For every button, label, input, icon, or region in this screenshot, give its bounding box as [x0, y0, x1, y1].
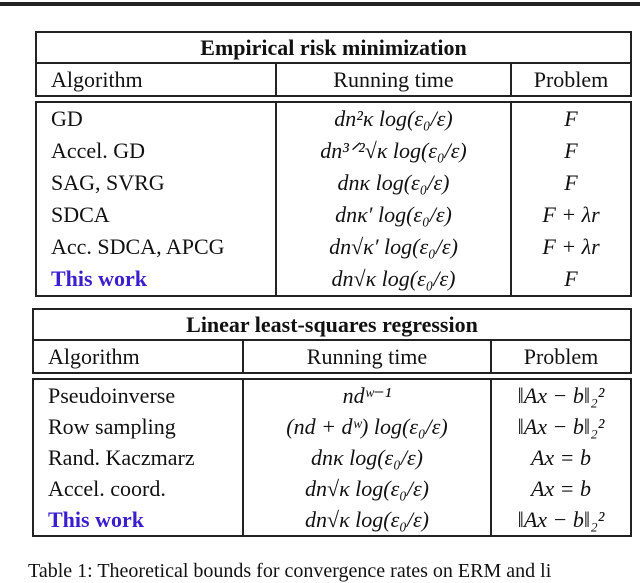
problem-cell: F: [511, 135, 631, 167]
running-time-cell: dn√κ log(ε₀/ε): [276, 263, 511, 296]
running-time-cell: (nd + dʷ) log(ε₀/ε): [243, 411, 491, 442]
running-time-cell: ndʷ⁻¹: [243, 379, 491, 411]
problem-cell: ‖Ax − b‖₂²: [491, 504, 631, 536]
table-caption: Table 1: Theoretical bounds for convergence rates on ERM and li: [28, 560, 552, 582]
running-time-cell: dn√κ log(ε₀/ε): [243, 504, 491, 536]
header-algorithm: Algorithm: [33, 340, 243, 373]
running-time-cell: dnκ′ log(ε₀/ε): [276, 199, 511, 231]
table-title: Empirical risk minimization: [36, 32, 631, 63]
algorithm-cell: SAG, SVRG: [36, 167, 276, 199]
problem-cell: ‖Ax − b‖₂²: [491, 411, 631, 442]
table-row: [33, 473, 631, 504]
algorithm-cell: This work: [36, 263, 276, 296]
algorithm-cell: Accel. GD: [36, 135, 276, 167]
running-time-cell: dn√κ log(ε₀/ε): [243, 473, 491, 504]
algorithm-cell: GD: [36, 102, 276, 135]
header-running-time: Running time: [276, 63, 511, 96]
algorithm-cell: Acc. SDCA, APCG: [36, 231, 276, 263]
table-row: [36, 231, 631, 263]
problem-cell: F: [511, 102, 631, 135]
running-time-cell: dnκ log(ε₀/ε): [276, 167, 511, 199]
running-time-cell: dn²κ log(ε₀/ε): [276, 102, 511, 135]
top-rule: [0, 2, 640, 6]
table-row: [33, 411, 631, 442]
header-algorithm: Algorithm: [36, 63, 276, 96]
algorithm-cell: Pseudoinverse: [33, 379, 243, 411]
problem-cell: Ax = b: [491, 442, 631, 473]
algorithm-cell: Rand. Kaczmarz: [33, 442, 243, 473]
table-row: [33, 379, 631, 411]
algorithm-cell: Row sampling: [33, 411, 243, 442]
algorithm-cell: This work: [33, 504, 243, 536]
table-title: Linear least-squares regression: [33, 309, 631, 340]
problem-cell: F + λr: [511, 199, 631, 231]
problem-cell: F: [511, 167, 631, 199]
header-problem: Problem: [511, 63, 631, 96]
erm-table: [35, 31, 632, 297]
header-problem: Problem: [491, 340, 631, 373]
header-running-time: Running time: [243, 340, 491, 373]
table-row: [36, 167, 631, 199]
running-time-cell: dn³ᐟ²√κ log(ε₀/ε): [276, 135, 511, 167]
problem-cell: Ax = b: [491, 473, 631, 504]
problem-cell: F + λr: [511, 231, 631, 263]
problem-cell: ‖Ax − b‖₂²: [491, 379, 631, 411]
table-row: [36, 102, 631, 135]
problem-cell: F: [511, 263, 631, 296]
running-time-cell: dn√κ′ log(ε₀/ε): [276, 231, 511, 263]
least-squares-table: [32, 308, 632, 537]
table-row: [33, 442, 631, 473]
table-row: [36, 135, 631, 167]
running-time-cell: dnκ log(ε₀/ε): [243, 442, 491, 473]
table-row: [36, 199, 631, 231]
algorithm-cell: Accel. coord.: [33, 473, 243, 504]
table-row: [36, 263, 631, 296]
algorithm-cell: SDCA: [36, 199, 276, 231]
table-row: [33, 504, 631, 536]
